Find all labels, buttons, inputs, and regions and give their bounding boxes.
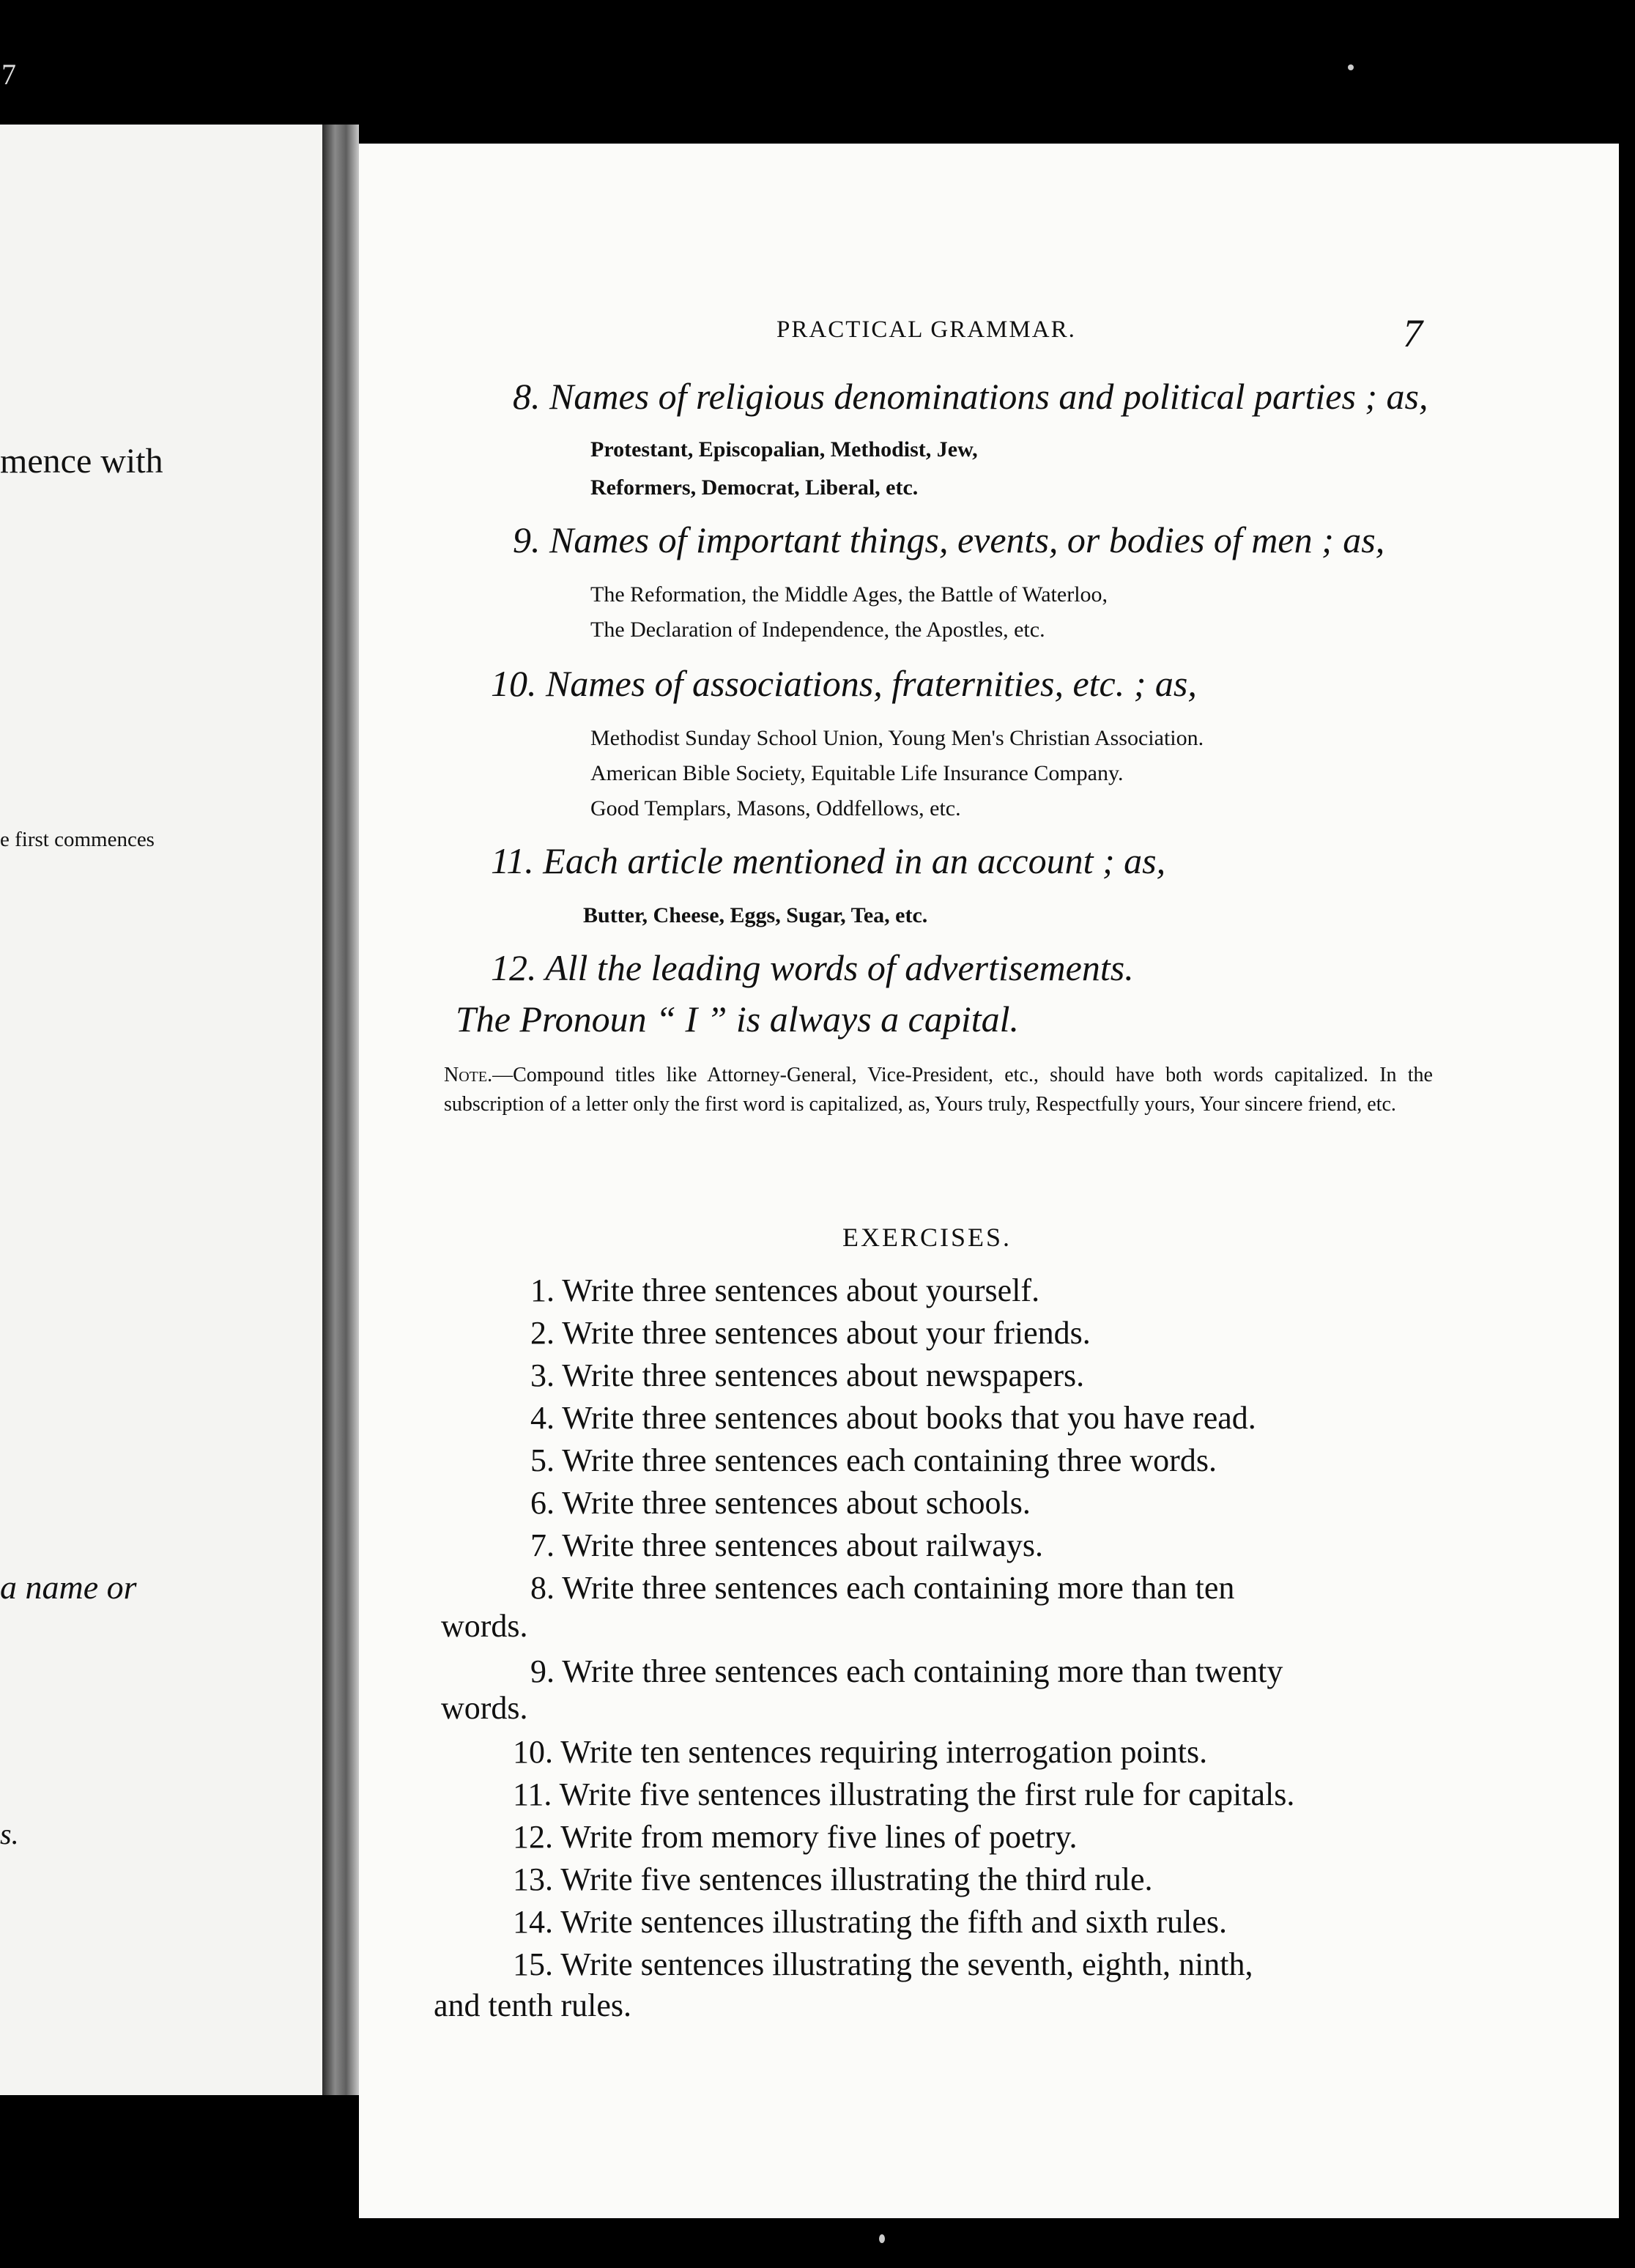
- exercise-text: Write five sentences illustrating the first rule for capitals.: [559, 1776, 1295, 1812]
- exercise-text: Write three sentences about newspapers.: [562, 1357, 1085, 1393]
- right-page: [359, 144, 1619, 2218]
- page-number: 7: [1403, 311, 1423, 355]
- note-text: —Compound titles like Attorney-General, Vice-President, etc., should have both words capitalized. In the subscription of a letter only the first word is capitalized, as, Yours truly, Respectfully yours, Your sincere friend, etc.: [444, 1064, 1433, 1116]
- exercise-text: Write three sentences about your friends.: [562, 1315, 1091, 1351]
- exercise-text: Write three sentences each containing more than twenty: [562, 1653, 1283, 1689]
- exercise-text: Write three sentences about railways.: [562, 1527, 1043, 1563]
- exercise-item: [530, 1272, 1039, 1309]
- left-page-line: s.: [0, 1817, 19, 1850]
- exercise-number: 13.: [513, 1861, 553, 1897]
- exercise-item: [530, 1653, 1283, 1690]
- rule-heading: 8. Names of religious denominations and political parties ; as,: [513, 376, 1428, 417]
- exercise-continuation: words.: [441, 1690, 528, 1726]
- exercise-item: [530, 1314, 1091, 1352]
- exercise-number: 2.: [530, 1315, 555, 1351]
- exercise-number: 5.: [530, 1442, 555, 1478]
- exercise-item: [513, 1861, 1153, 1898]
- note-paragraph: [444, 1061, 1433, 1119]
- exercise-number: 6.: [530, 1485, 555, 1521]
- scan-speck: [1348, 64, 1354, 70]
- exercise-number: 3.: [530, 1357, 555, 1393]
- exercise-number: 7.: [530, 1527, 555, 1563]
- exercise-text: Write sentences illustrating the fifth and sixth rules.: [560, 1904, 1227, 1940]
- rule-example-line: Protestant, Episcopalian, Methodist, Jew,: [590, 437, 978, 462]
- exercise-number: 4.: [530, 1400, 555, 1436]
- exercise-number: 1.: [530, 1272, 555, 1308]
- exercises-title: EXERCISES.: [842, 1223, 1012, 1252]
- rule-example-line: American Bible Society, Equitable Life Insurance Company.: [590, 761, 1124, 785]
- exercise-item: [530, 1527, 1043, 1564]
- exercise-text: Write from memory five lines of poetry.: [560, 1819, 1078, 1855]
- exercise-item: [513, 1903, 1227, 1941]
- rule-heading: 9. Names of important things, events, or bodies of men ; as,: [513, 519, 1385, 560]
- exercise-text: Write five sentences illustrating the third rule.: [560, 1861, 1153, 1897]
- exercise-text: Write three sentences about schools.: [562, 1485, 1031, 1521]
- exercise-item: [513, 1733, 1207, 1771]
- rule-heading: 12. All the leading words of advertisements.: [491, 947, 1134, 988]
- exercise-text: Write sentences illustrating the seventh, eighth, ninth,: [560, 1946, 1253, 1982]
- exercise-text: Write three sentences about yourself.: [562, 1272, 1040, 1308]
- exercise-item: [513, 1776, 1294, 1813]
- exercise-text: Write ten sentences requiring interrogation points.: [560, 1734, 1208, 1770]
- exercise-continuation: and tenth rules.: [434, 1987, 632, 2023]
- exercise-number: 14.: [513, 1904, 553, 1940]
- note-label: Note.: [444, 1064, 493, 1086]
- exercise-item: [530, 1357, 1084, 1394]
- running-header: PRACTICAL GRAMMAR.: [776, 316, 1076, 343]
- rule-heading: 11. Each article mentioned in an account ; as,: [491, 840, 1166, 881]
- scan-speck: [879, 2234, 885, 2243]
- exercise-number: 9.: [530, 1653, 555, 1689]
- rule-example-line: The Reformation, the Middle Ages, the Battle of Waterloo,: [590, 582, 1108, 607]
- exercise-text: Write three sentences each containing three words.: [562, 1442, 1217, 1478]
- exercise-item: [530, 1399, 1256, 1437]
- exercise-number: 11.: [513, 1776, 552, 1812]
- left-page-line: e first commences: [0, 828, 155, 851]
- rule-example-line: Methodist Sunday School Union, Young Men's Christian Association.: [590, 726, 1204, 750]
- exercise-number: 10.: [513, 1734, 553, 1770]
- exercise-item: [530, 1442, 1217, 1479]
- exercise-number: 15.: [513, 1946, 553, 1982]
- rule-example-line: The Declaration of Independence, the Apostles, etc.: [590, 618, 1045, 642]
- rule-example-line: Good Templars, Masons, Oddfellows, etc.: [590, 796, 961, 820]
- left-page-line: mence with: [0, 442, 163, 481]
- rule-heading: 10. Names of associations, fraternities, etc. ; as,: [491, 663, 1197, 704]
- exercise-item: [530, 1569, 1234, 1606]
- rule-example-line: Reformers, Democrat, Liberal, etc.: [590, 475, 919, 500]
- left-page: [0, 125, 322, 2095]
- left-page-line: a name or: [0, 1568, 137, 1606]
- corner-number: 7: [1, 58, 16, 91]
- exercise-text: Write three sentences each containing more than ten: [562, 1570, 1235, 1606]
- book-gutter: [322, 125, 359, 2095]
- rule-example-line: Butter, Cheese, Eggs, Sugar, Tea, etc.: [583, 903, 928, 927]
- pronoun-rule: The Pronoun “ I ” is always a capital.: [456, 998, 1020, 1040]
- exercise-item: [513, 1946, 1253, 1983]
- exercise-text: Write three sentences about books that you have read.: [562, 1400, 1256, 1436]
- exercise-number: 8.: [530, 1570, 555, 1606]
- exercise-number: 12.: [513, 1819, 553, 1855]
- exercise-item: [530, 1484, 1031, 1522]
- exercise-continuation: words.: [441, 1608, 528, 1644]
- exercise-item: [513, 1818, 1078, 1856]
